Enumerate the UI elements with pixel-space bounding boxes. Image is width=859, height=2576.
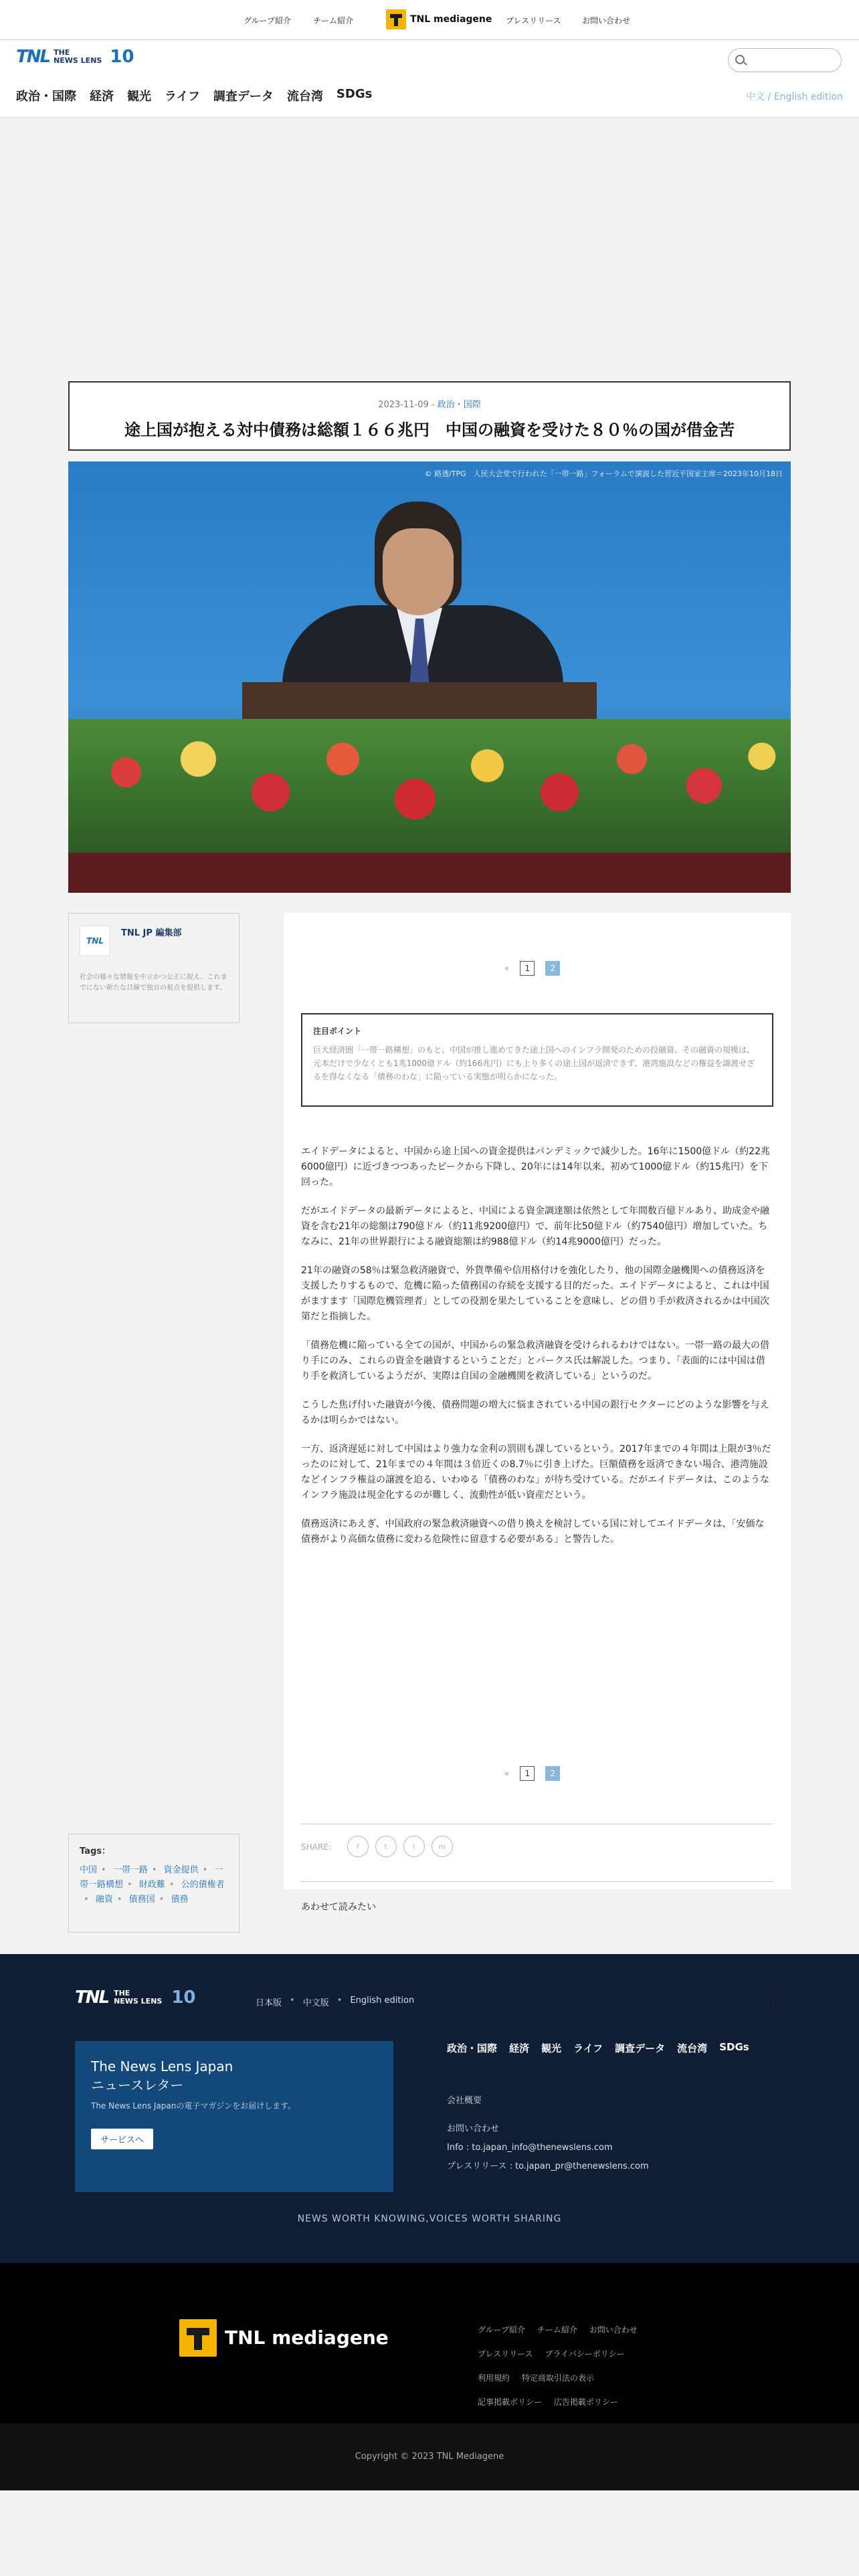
corp-link[interactable]: 特定商取引法の表示 — [521, 2373, 594, 2383]
nav-item-politics[interactable]: 政治・国際 — [16, 90, 76, 104]
pagination-page-2[interactable]: 2 — [545, 961, 560, 976]
author-name[interactable]: TNL JP 編集部 — [121, 928, 182, 938]
key-point-box — [301, 1013, 773, 1107]
pagination-first[interactable]: « — [504, 1769, 510, 1778]
article-paragraph: だがエイドデータの最新データによると、中国による資金調達額は依然として年間数百億ドルあり、助成金や融資を含む21年の総額は790億ドル（約11兆9200億円）で、前年比50億ドル（約7540億円）増加していた。ちなみに、21年の世界銀行による融資総額は約988億ドル（約14兆9000億円）だった。 — [301, 1206, 769, 1247]
nav-item-tourism[interactable]: 観光 — [127, 90, 151, 104]
site-logo[interactable] — [16, 47, 134, 67]
corp-link[interactable]: 広告掲載ポリシー — [553, 2397, 618, 2407]
nav-item-economy[interactable]: 経済 — [90, 90, 114, 104]
flower-arrangement — [68, 719, 791, 853]
share-divider-bottom — [301, 1881, 773, 1882]
corp-link[interactable]: 記事掲載ポリシー — [478, 2397, 543, 2407]
top-bar — [0, 0, 859, 40]
footer-slogan: NEWS WORTH KNOWING,VOICES WORTH SHARING — [297, 2214, 562, 2224]
tag-link[interactable]: 財政難 — [138, 1880, 165, 1890]
mediagene-footer-logo[interactable] — [179, 2319, 389, 2357]
nav-item-sdgs[interactable]: SDGs — [336, 87, 373, 101]
logo-wordmark — [114, 1990, 162, 2006]
speaker-face — [383, 528, 454, 615]
lang-chinese-link[interactable]: 中文版 — [302, 1998, 329, 2008]
newsletter-title — [91, 2057, 377, 2095]
logo-line2: NEWS LENS — [54, 56, 102, 65]
newsletter-service-button[interactable]: サービスへ — [91, 2129, 153, 2149]
pagination-bottom — [504, 1766, 560, 1781]
facebook-share-icon[interactable]: f — [347, 1836, 369, 1857]
mediagene-logo-icon — [386, 9, 406, 29]
twitter-icon[interactable]: ▯ — [733, 1996, 740, 2008]
article-title: 途上国が抱える対中債務は総額１６６兆円 中国の融資を受けた８０％の国が借金苦 — [124, 421, 735, 439]
author-card — [68, 913, 240, 1023]
article-paragraph: 「債務危機に陥っている全ての国が、中国からの緊急救済融資を受けられるわけではない。一帯一路の最大の借り手にのみ、これらの資金を融資するということだ」とパークス氏は解説した。つまり、「表面的には中国は借り手を救済しているようだが、実際は自国の金融機関を救済している」というのだ。 — [301, 1340, 769, 1382]
tag-link[interactable]: 公的債権者 — [181, 1880, 225, 1890]
footer-logo[interactable] — [75, 1988, 196, 2008]
tag-link[interactable]: 債務 — [171, 1895, 189, 1905]
social-links — [700, 1996, 773, 2008]
article-date: 2023-11-09 — [378, 400, 429, 410]
share-bar — [301, 1836, 453, 1857]
footer-info-links — [447, 2095, 649, 2179]
logo-line2: NEWS LENS — [114, 1997, 163, 2006]
article-meta: 2023-11-09 - 政治・国際 — [378, 400, 481, 410]
email-share-icon[interactable]: m — [432, 1836, 453, 1857]
tag-link[interactable]: 一帯一路 — [112, 1865, 148, 1875]
tnl-logo-mark: TNL — [75, 1988, 109, 2008]
image-credit: © 路透/TPG 人民大会堂で行われた「一帯一路」フォーラムで演説した習近平国家主席＝2023年10月18日 — [424, 469, 783, 478]
footer-cat-politics[interactable]: 政治・国際 — [447, 2042, 498, 2054]
line-share-icon[interactable]: l — [403, 1836, 425, 1857]
tag-link[interactable]: 資金提供 — [163, 1865, 199, 1875]
copyright: Copyright © 2023 TNL Mediagene — [0, 2424, 859, 2490]
newsletter-title-line1: The News Lens Japan — [91, 2058, 233, 2074]
corp-link[interactable]: グループ紹介 — [478, 2325, 526, 2335]
tags-card — [68, 1834, 240, 1933]
hero-image — [68, 461, 791, 893]
corporate-links — [478, 2318, 638, 2414]
nav-item-life[interactable]: ライフ — [165, 90, 200, 104]
tag-link[interactable]: 融資 — [95, 1895, 113, 1905]
footer-cat-tourism[interactable]: 観光 — [541, 2042, 562, 2054]
corporate-footer — [0, 2263, 859, 2424]
article-paragraph: エイドデータによると、中国から途上国への資金提供はパンデミックで減少した。16年に1500億ドル（約22兆6000億円）に近づきつつあったピークから下降し、20年には14年以来、初めて1000億ドル（約15兆円）を下回った。 — [301, 1146, 770, 1188]
pagination-page-1[interactable]: 1 — [520, 961, 535, 976]
group-intro-link[interactable]: グループ紹介 — [244, 16, 292, 25]
pagination-page-2[interactable]: 2 — [545, 1766, 560, 1781]
facebook-icon[interactable]: ▯ — [700, 1996, 706, 2008]
tag-link[interactable]: 債務国 — [128, 1895, 155, 1905]
pagination-top — [504, 961, 560, 976]
logo-line1: THE — [54, 48, 70, 57]
key-point-body: 巨大経済圏「一帯一路構想」のもと、中国が推し進めてきた途上国へのインフラ開発のための投融資。その融資の規模は、元本だけで少なくとも1兆1000億ドル（約166兆円）にも上り多くの途上国が返済できず、港湾施設などの権益を譲渡せざるを得なくなる「債務のわな」に陥っている実態が明らかになった。 — [313, 1045, 755, 1081]
pagination-page-1[interactable]: 1 — [520, 1766, 535, 1781]
newsletter-description: The News Lens Japanの電子マガジンをお届けします。 — [91, 2101, 296, 2111]
search-icon[interactable] — [735, 55, 745, 64]
share-label: SHARE： — [301, 1842, 337, 1852]
page-bottom-space — [0, 2490, 859, 2576]
main-nav — [16, 87, 372, 104]
footer-contact-link[interactable]: お問い合わせ — [447, 2124, 500, 2134]
company-overview-link[interactable]: 会社概要 — [447, 2096, 482, 2106]
site-footer — [0, 1954, 859, 2263]
instagram-icon[interactable]: ▯ — [767, 1996, 774, 2008]
article-body-card — [284, 913, 791, 1913]
mediagene-brand-link[interactable] — [386, 9, 492, 29]
newsletter-title-line2: ニュースレター — [91, 2077, 184, 2093]
corp-link[interactable]: チーム紹介 — [537, 2325, 577, 2335]
corp-link[interactable]: プレスリリース — [478, 2349, 533, 2359]
tags-list: 中国 • 一帯一路 • 資金提供 • 一帯一路構想 • 財政難 • 公的債権者• 融資 • 債務国 • 債務 — [80, 1865, 225, 1905]
article-paragraph: こうした焦げ付いた融資が今後、債務問題の増大に悩まされている中国の銀行セクターにどのような影響を与えるかは明らかではない。 — [301, 1400, 769, 1426]
info-email-link[interactable]: Info : to.japan_info@thenewslens.com — [447, 2143, 613, 2153]
press-release-link[interactable]: プレスリリース — [506, 16, 561, 25]
contact-link[interactable]: お問い合わせ — [582, 16, 631, 25]
twitter-share-icon[interactable]: t — [375, 1836, 397, 1857]
footer-cat-sdgs[interactable]: SDGs — [719, 2041, 749, 2053]
nav-item-research[interactable]: 調査データ — [213, 90, 274, 104]
language-switch[interactable]: 中文 / English edition — [746, 92, 843, 102]
corp-link[interactable]: お問い合わせ — [589, 2325, 638, 2335]
team-intro-link[interactable]: チーム紹介 — [313, 16, 354, 25]
article-category-link[interactable]: 政治・国際 — [437, 400, 481, 410]
mediagene-brand-text: TNL mediagene — [410, 14, 492, 25]
tags-label: Tags： — [80, 1846, 111, 1856]
nav-item-taiwan[interactable]: 流台湾 — [286, 90, 323, 104]
logo-line1: THE — [114, 1989, 130, 1998]
footer-categories — [447, 2041, 761, 2055]
author-description: 社会の様々な情報を中立かつ公正に捉え、これまでにない新たな目線で独自の視点を提供します。 — [80, 974, 227, 992]
anniversary-10-badge: 10 — [110, 47, 134, 67]
ad-space — [0, 118, 859, 379]
tag-link[interactable]: 一帯一路構想 — [80, 1865, 223, 1890]
site-header — [0, 40, 859, 118]
search-box[interactable] — [728, 48, 842, 72]
mediagene-brand-text: TNL mediagene — [225, 2327, 389, 2349]
mediagene-logo-icon — [179, 2319, 217, 2357]
tag-link[interactable]: 中国 — [80, 1865, 98, 1875]
related-articles-heading: あわせて読みたい — [301, 1902, 376, 1913]
corp-link[interactable]: プライバシーポリシー — [545, 2349, 625, 2359]
footer-cat-life[interactable]: ライフ — [573, 2042, 603, 2054]
newsletter-box — [75, 2041, 393, 2192]
footer-cat-economy[interactable]: 経済 — [509, 2042, 530, 2054]
stage-front — [68, 853, 791, 893]
corp-link[interactable]: 利用規約 — [478, 2373, 510, 2383]
tnl-logo-mark: TNL — [16, 47, 50, 67]
lang-japanese-link[interactable]: 日本版 — [256, 1998, 282, 2008]
article-paragraph: 一方、返済遅延に対して中国はより強力な金利の罰則も課しているという。2017年までの４年間は上限が3％だったのに対して、21年までの４年間は３倍近くの8.7％に引き上げた。巨額債務を返済できない場合、港湾施設などインフラ権益の譲渡を迫る、いわゆる「債務のわな」が待ち受けている。だがエイドデータは、このようなインフラ施設は現金化するのが難しく、流動性が低い資産だという。 — [301, 1444, 771, 1501]
logo-wordmark — [54, 49, 102, 65]
key-point-title: 注目ポイント — [313, 1027, 362, 1036]
pagination-first[interactable]: « — [504, 964, 510, 973]
article-paragraph: 21年の融資の58％は緊急救済融資で、外貨準備や信用格付けを強化したり、他の国際金融機関への債務返済を支援したりするもので、危機に陥った債務国の存続を支援する目的だった。エイドデータによると、これは中国がますます「国際危機管理者」としての役割を果たしていることを意味し、どの借り手が救済されるかは中国次第だと指摘した。 — [301, 1265, 769, 1322]
article-paragraph: 債務返済にあえぎ、中国政府の緊急救済融資への借り換えを検討している国に対してエイドデータは、「安価な債務がより高価な債務に変わる危険性に留意する必要がある」と警告した。 — [301, 1519, 765, 1545]
lang-english-link[interactable]: English edition — [350, 1996, 415, 2006]
author-avatar[interactable]: TNL — [80, 926, 110, 956]
search-input[interactable] — [750, 53, 836, 68]
anniversary-10-badge: 10 — [171, 1988, 196, 2008]
press-email-link[interactable]: プレスリリース : to.japan_pr@thenewslens.com — [447, 2161, 649, 2171]
footer-language-links: 日本版 • 中文版 • English edition — [256, 1996, 415, 2008]
footer-cat-research[interactable]: 調査データ — [615, 2042, 666, 2054]
article-text — [301, 1144, 773, 1561]
footer-cat-taiwan[interactable]: 流台湾 — [677, 2042, 708, 2054]
article-headline-box — [68, 381, 791, 451]
